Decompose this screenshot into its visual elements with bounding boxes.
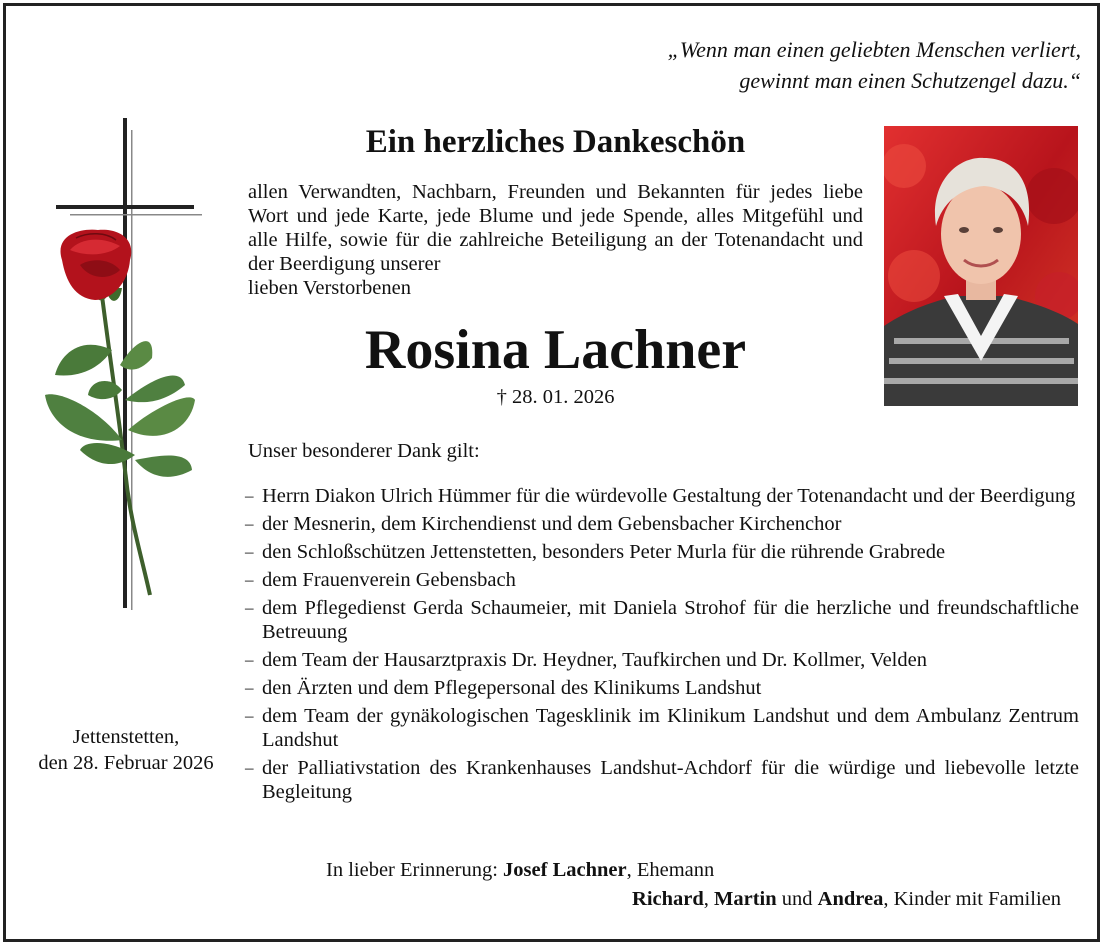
- intro-text: [248, 180, 863, 300]
- list-item: – dem Frauenverein Gebensbach: [245, 568, 1079, 592]
- quote-line-1: „Wenn man einen geliebten Menschen verliert,: [667, 37, 1081, 62]
- intro-last-line: lieben Verstorbenen: [248, 277, 411, 299]
- child-name: Andrea: [817, 888, 884, 910]
- death-date: † 28. 01. 2026: [496, 386, 615, 408]
- list-item: – den Ärzten und dem Pflegepersonal des Klinikums Landshut: [245, 676, 1079, 700]
- place-and-date: [12, 724, 240, 776]
- list-item: – der Palliativstation des Krankenhauses Landshut-Achdorf für die würdige und liebevolle letzte Begleitung: [245, 756, 1079, 804]
- place: Jettenstetten,: [72, 726, 180, 748]
- list-item: – dem Team der Hausarztpraxis Dr. Heydner, Taufkirchen und Dr. Kollmer, Velden: [245, 648, 1079, 672]
- date: den 28. Februar 2026: [38, 752, 214, 774]
- signature-line-1: [326, 859, 714, 882]
- portrait-photo: [884, 126, 1078, 406]
- cross-with-rose-illustration: [40, 110, 240, 620]
- child-name: Richard: [632, 888, 704, 910]
- thanks-intro: Unser besonderer Dank gilt:: [248, 440, 480, 462]
- list-item: – Herrn Diakon Ulrich Hümmer für die würdevolle Gestaltung der Totenandacht und der Beerdigung: [245, 484, 1079, 508]
- separator: ,: [703, 888, 715, 910]
- husband-name: Josef Lachner: [503, 859, 627, 881]
- heading: Ein herzliches Dankeschön: [365, 124, 746, 160]
- separator: und: [776, 888, 818, 910]
- child-name: Martin: [714, 888, 777, 910]
- intro-body: allen Verwandten, Nachbarn, Freunden und Bekannten für jedes liebe Wort und jede Karte, jede Blume und jede Spende, alles Mitgefühl und alle Hilfe, sowie für die zahlreiche Beteiligung an der Totenandacht und der Beerdigung unserer: [248, 181, 863, 275]
- list-item: – dem Pflegedienst Gerda Schaumeier, mit Daniela Strohof für die herzliche und freundschaftliche Betreuung: [245, 596, 1079, 644]
- deceased-name: Rosina Lachner: [364, 319, 747, 381]
- signature-prefix: In lieber Erinnerung:: [326, 859, 498, 881]
- quote: [668, 34, 1081, 96]
- thanks-list: [245, 484, 1079, 808]
- quote-line-2: gewinnt man einen Schutzengel dazu.“: [739, 68, 1081, 93]
- husband-role: , Ehemann: [626, 859, 715, 881]
- list-item: – der Mesnerin, dem Kirchendienst und dem Gebensbacher Kirchenchor: [245, 512, 1079, 536]
- signature-line-2: [632, 888, 1061, 911]
- children-role: , Kinder mit Familien: [883, 888, 1061, 910]
- list-item: – den Schloßschützen Jettenstetten, besonders Peter Murla für die rührende Grabrede: [245, 540, 1079, 564]
- list-item: – dem Team der gynäkologischen Tagesklinik im Klinikum Landshut und dem Ambulanz Zentrum Landshut: [245, 704, 1079, 752]
